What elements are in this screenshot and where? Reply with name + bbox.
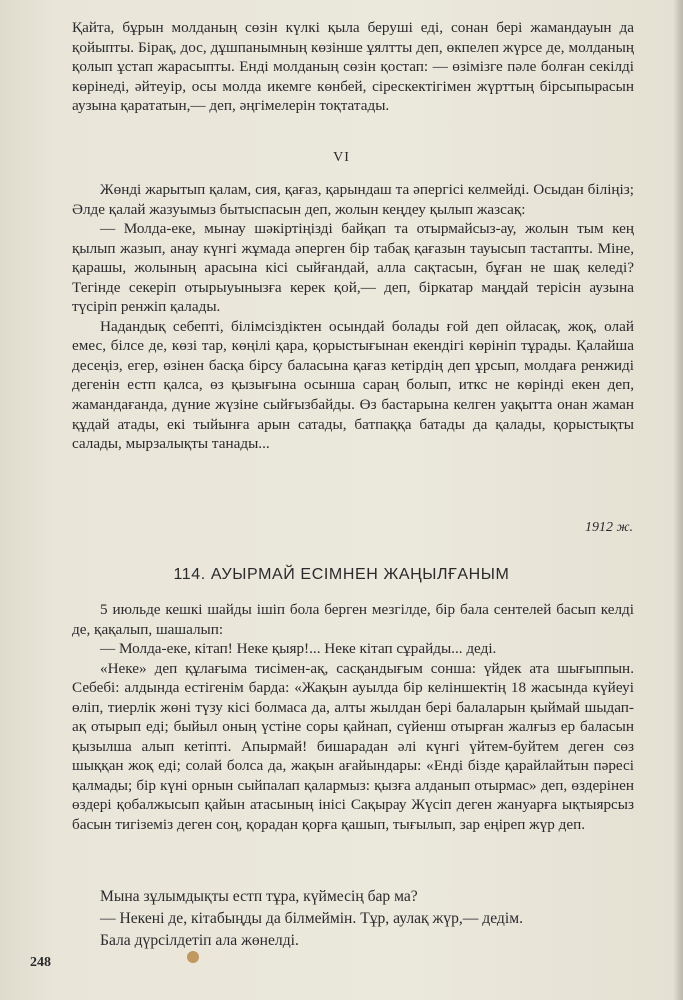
paragraph: Жөнді жарытып қалам, сия, қағаз, қарындаш та әпергісі келмейді. Осыдан біліңіз; Әлде қалай жазуымыз бытыспасын деп, жолын кеңдеу қылып жазсақ: bbox=[72, 181, 634, 218]
text-block-2 bbox=[72, 180, 634, 454]
paragraph: Мына зұлымдықты естп тұра, күймесің бар ма? bbox=[100, 888, 418, 905]
chapter-heading: 114. АУЫРМАЙ ЕСІМНЕН ЖАҢЫЛҒАНЫМ bbox=[173, 566, 510, 583]
ink-stain-icon bbox=[187, 951, 199, 963]
paragraph: — Молда-еке, кітап! Неке қыяр!... Неке кітап сұрайды... деді. bbox=[100, 640, 497, 658]
paragraph: — Молда-еке, мынау шәкіртіңізді байқап та отырмайсыз-ау, жолын тым кең қылып жазып, анау күнгі жұмада әперген бір табақ қағазын тауысып тастапты. Міне, қарашы, жолының арасына кісі сыйғандай, алла сақтасын, бұған не шақ келеді? Тегінде секеріп отырыуынызға керек қой,— деп, біркатар маңдай терісін аузына түсіріп ренжіп қалады. bbox=[72, 220, 634, 316]
paragraph: — Некені де, кітабыңды да білмеймін. Тұр, аулақ жүр,— дедім. bbox=[100, 910, 523, 927]
paragraph: Надандық себепті, білімсіздіктен осындай болады ғой деп ойласақ, жоқ, олай емес, білсе де, көзі тар, көңілі қара, қорыстығынан екендігі көрініп тұрады. Қалайша десеңіз, егер, өзінен басқа бірсу баласына қағаз кетірдің деп ұрсып, молдаға ренжиді дегенін естп қалса, өз қызығына осынша сараң болып, иткс не көрінді екен деп, жамандағанда, дүние жүзіне сыйғызбайды. Өз бастарына келген уақытта онан жаман құдай атады, екі тыйынға арын сатады, батпаққа батады да қалады, қорыстықты салады, мырзалықты танады... bbox=[72, 317, 634, 453]
paragraph: 5 июльде кешкі шайды ішіп бола берген мезгілде, бір бала сентелей басып келді де, қақалып, шашалып: bbox=[72, 601, 634, 638]
text-block-3 bbox=[72, 600, 634, 835]
page-number: 248 bbox=[30, 955, 51, 970]
paragraph: Қайта, бұрын молданың сөзін күлкі қыла беруші еді, сонан бері жамандауын да қойыпты. Бірақ, дос, дұшпанымның көзінше ұялтты деп, өкпелеп жүрсе де, молданың қолып ұстап жарасыпты. Енді молданың сөзін қостап: — өзімізге пәле болған секілді көрінеді, әйтеуір, осы молда икемге көнбей, сірескектігімен жүрттың бірсыпырасын аузына қарататын,— деп, әңгімелерін тоқтатады. bbox=[72, 19, 634, 115]
paragraph: Бала дүрсілдетіп ала жөнелді. bbox=[100, 932, 299, 949]
paragraph: «Неке» деп құлағыма тисімен-ақ, сасқандығым сонша: үйдек ата шығыппын. Себебі: алдында естігенім барда: «Жақын ауылда бір келіншектің 18 жасында күйеуі өліп, тиерлік жөні түзу кісі болмаса да, алты жылдан бері балаларын қыймай шыдап-ақ отырып еді; быйыл оның үстіне соры қайнап, сүйенш отырған жалғыз ер баласын қызылша алып кетіпті. Апырмай! бишарадан әлі күнгі үйтем-буйтем деген сөз шыққан жоқ еді; солай болса да, жақын ағайындары: «Енді бізде қарайлайтын пәресі қалмады; бір күні орнын сыйпалап қалармыз: қызға алданып отырмас» деп, өздерінен өздері қобалжысып қайын атасының інісі Сақырау Жүсіп деген жануарға ықтыярсыз басын тигіземіз деген соң, қорадан қорға қашып, тығылып, зар еңіреп жүр деп. bbox=[72, 659, 634, 834]
section-mark: VI bbox=[333, 150, 350, 165]
date-signature: 1912 ж. bbox=[584, 520, 633, 535]
text-block-4 bbox=[72, 886, 634, 952]
text-block-1 bbox=[72, 18, 634, 116]
